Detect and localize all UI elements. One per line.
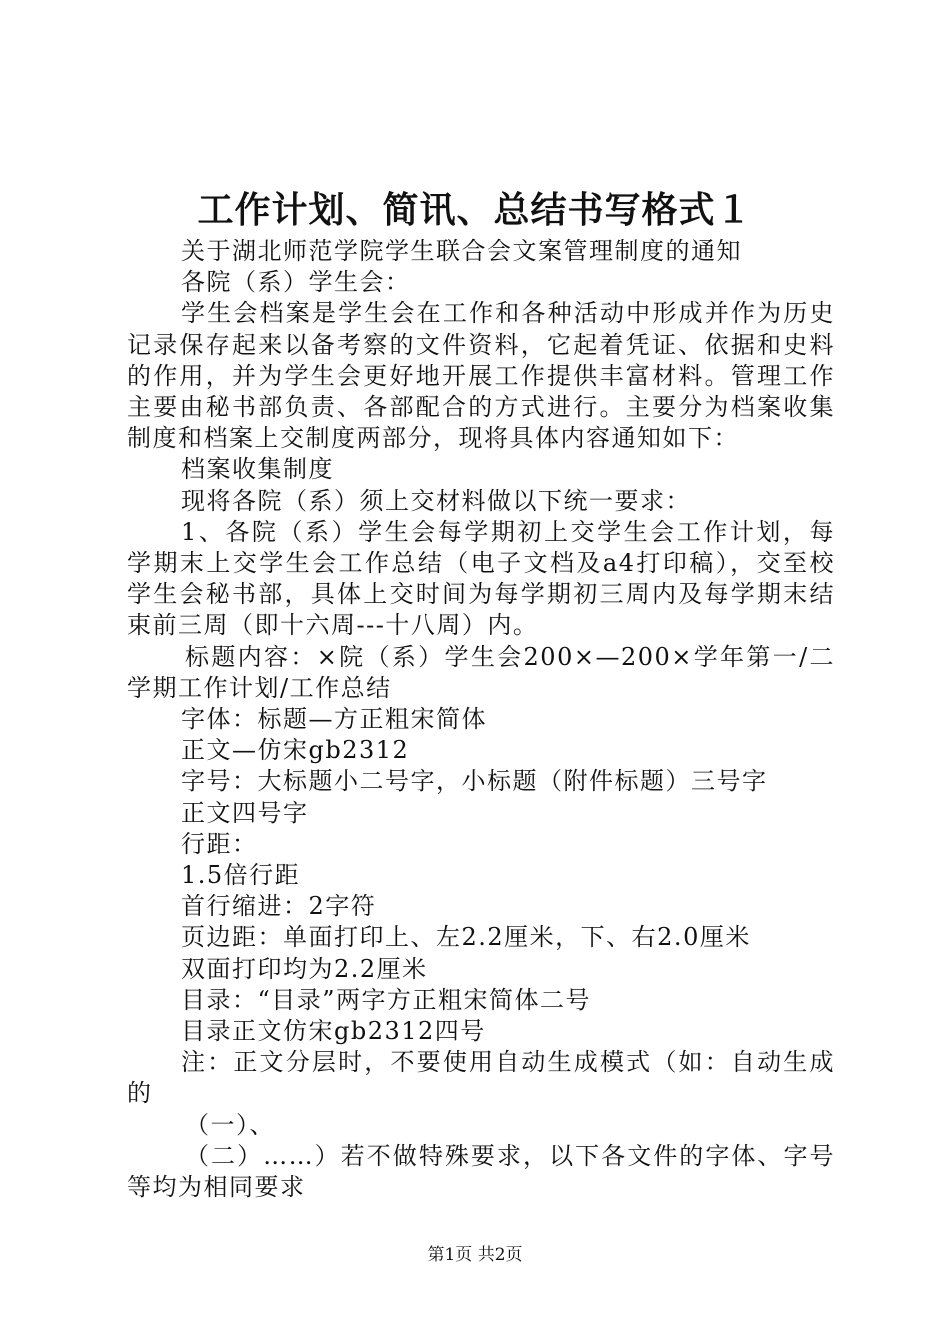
margin-single-line: 页边距：单面打印上、左2.2厘米，下、右2.0厘米 (181, 923, 751, 952)
page-number-footer: 第1页 共2页 (427, 1245, 523, 1265)
font-body-line: 正文—仿宋gb2312 (181, 736, 410, 765)
font-size-line: 字号：大标题小二号字，小标题（附件标题）三号字 (181, 767, 768, 796)
line-spacing-label: 行距： (181, 829, 258, 858)
title-content-line: 标题内容：×院（系）学生会200×—200×学年第一/二学期工作计划/工作总结 (127, 642, 835, 702)
requirements-intro: 现将各院（系）须上交材料做以下统一要求： (181, 486, 691, 515)
requirement-item-1: 1、各院（系）学生会每学期初上交学生会工作计划，每学期末上交学生会工作总结（电子文档及a4打印稿），交至校学生会秘书部，具体上交时间为每学期初三周内及每学期末结束前三周（即十六周---十八周）内。 (127, 517, 835, 640)
notice-heading: 关于湖北师范学院学生联合会文案管理制度的通知 (181, 237, 742, 265)
margin-double-line: 双面打印均为2.2厘米 (181, 954, 428, 983)
toc-title-line: 目录：“目录”两字方正粗宋简体二号 (181, 985, 592, 1014)
body-size-line: 正文四号字 (181, 798, 309, 827)
toc-body-line: 目录正文仿宋gb2312四号 (181, 1017, 486, 1046)
section-heading: 档案收集制度 (181, 455, 334, 484)
document-title: 工作计划、简讯、总结书写格式１ (197, 189, 753, 231)
font-title-line: 字体：标题—方正粗宋简体 (181, 705, 487, 734)
salutation: 各院（系）学生会： (181, 268, 411, 297)
document-body (127, 236, 835, 1203)
note-example-1: （一）、 (185, 1110, 275, 1139)
note-example-2: （二）……）若不做特殊要求，以下各文件的字体、字号等均为相同要求 (127, 1141, 835, 1202)
first-line-indent-line: 首行缩进：2字符 (181, 892, 377, 921)
intro-paragraph: 学生会档案是学生会在工作和各种活动中形成并作为历史记录保存起来以备考察的文件资料，它起着凭证、依据和史料的作用，并为学生会更好地开展工作提供丰富材料。管理工作主要由秘书部负责、各部配合的方式进行。主要分为档案收集制度和档案上交制度两部分，现将具体内容通知如下： (127, 299, 835, 453)
line-spacing-value: 1.5倍行距 (181, 861, 301, 890)
note-line: 注：正文分层时，不要使用自动生成模式（如：自动生成的 (127, 1048, 835, 1108)
